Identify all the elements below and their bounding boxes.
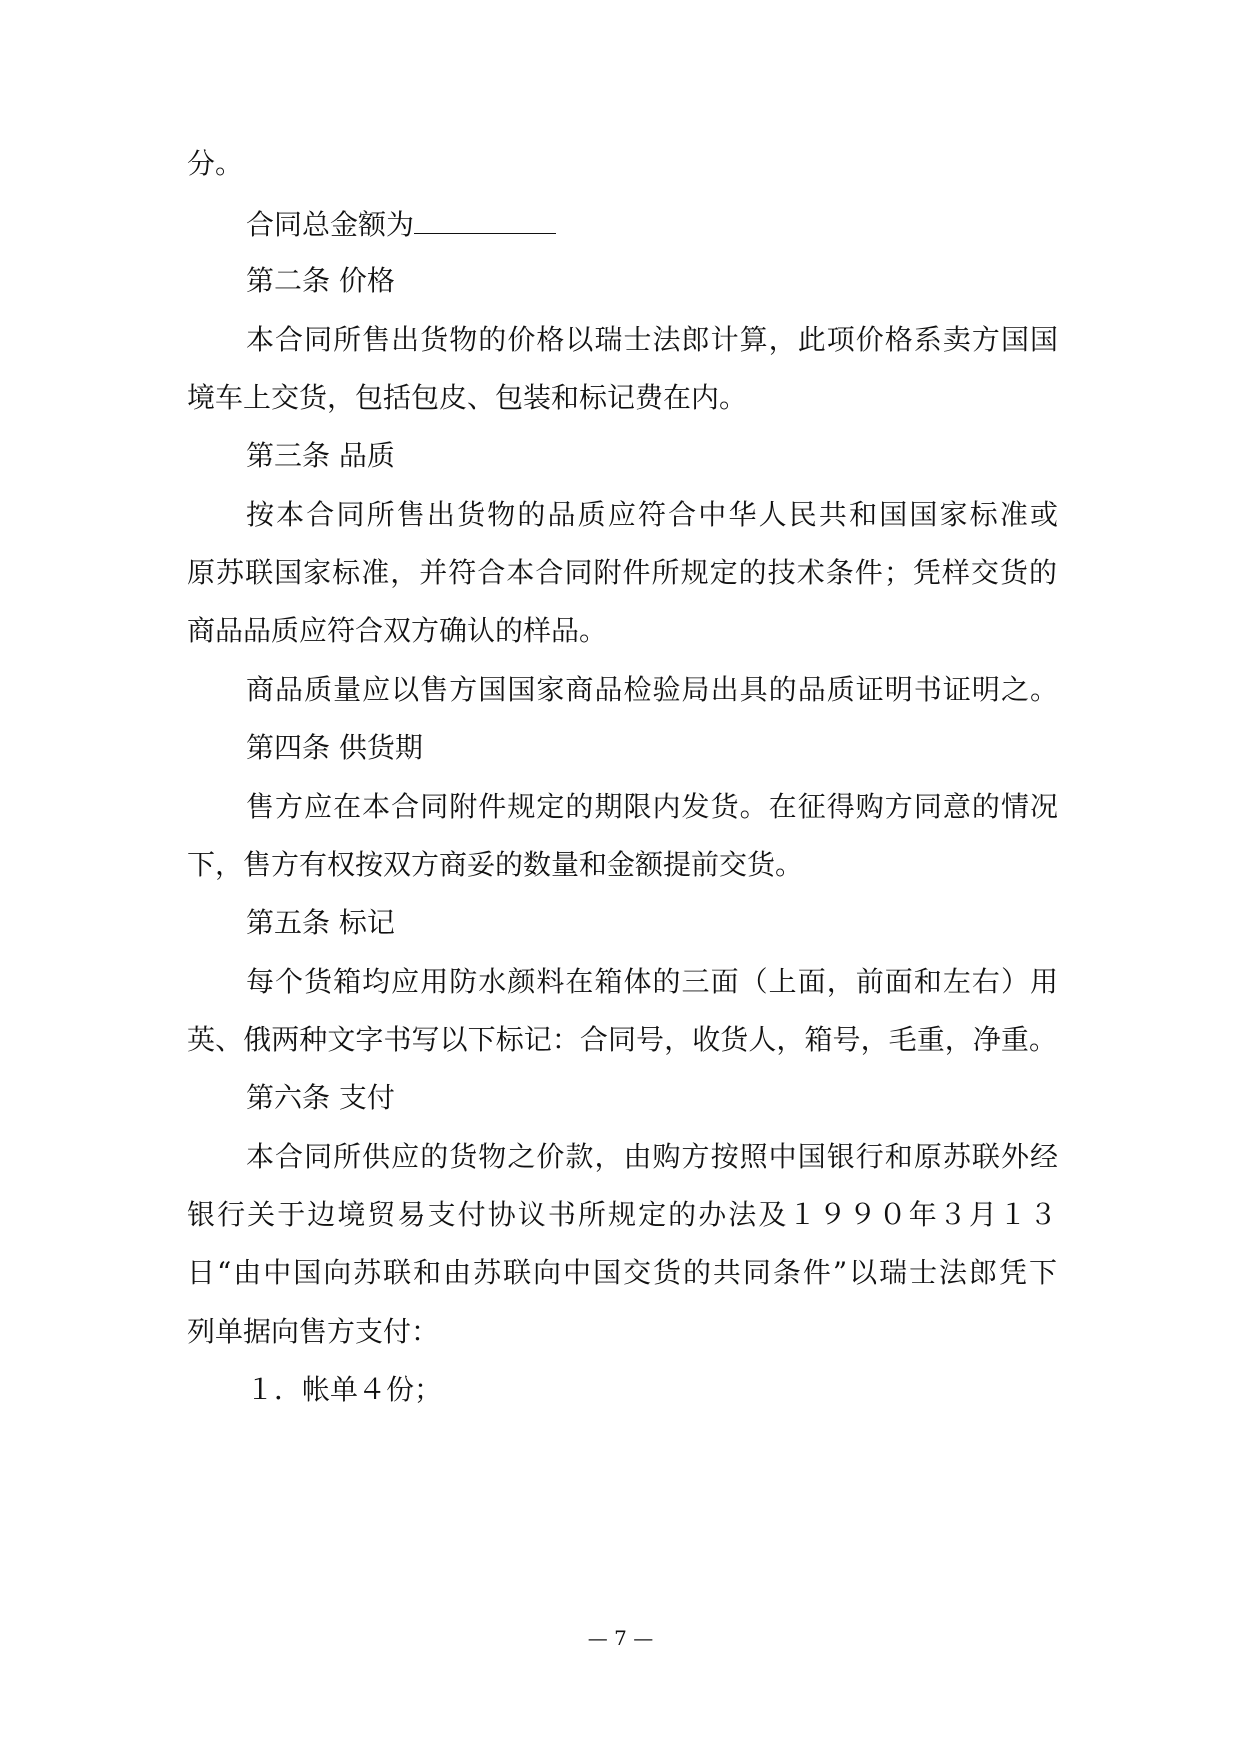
article-heading: 第四条 供货期 xyxy=(246,731,423,764)
article-heading: 第二条 价格 xyxy=(246,264,395,297)
paragraph-line: 英、俄两种文字书写以下标记：合同号，收货人，箱号，毛重，净重。 xyxy=(187,1023,1057,1056)
paragraph-line: 下，售方有权按双方商妥的数量和金额提前交货。 xyxy=(187,848,804,881)
paragraph-line: 日“由中国向苏联和由苏联向中国交货的共同条件”以瑞士法郎凭下 xyxy=(187,1256,1057,1289)
text-line: 分。 xyxy=(187,147,244,180)
page-number: — 7 — xyxy=(587,1626,654,1650)
paragraph-line: 按本合同所售出货物的品质应符合中华人民共和国国家标准或 xyxy=(246,498,1058,531)
total-amount-line xyxy=(246,205,1058,241)
paragraph-line: 本合同所供应的货物之价款，由购方按照中国银行和原苏联外经 xyxy=(246,1140,1058,1173)
paragraph-line: 每个货箱均应用防水颜料在箱体的三面（上面，前面和左右）用 xyxy=(246,965,1058,998)
article-heading: 第六条 支付 xyxy=(246,1081,395,1114)
paragraph-line: 原苏联国家标准，并符合本合同附件所规定的技术条件；凭样交货的 xyxy=(187,556,1057,589)
article-heading: 第三条 品质 xyxy=(246,439,395,472)
paragraph-line: 境车上交货，包括包皮、包装和标记费在内。 xyxy=(187,381,748,414)
paragraph-line: 银行关于边境贸易支付协议书所规定的办法及１９９０年３月１３ xyxy=(187,1198,1057,1231)
article-heading: 第五条 标记 xyxy=(246,906,395,939)
paragraph-line: 商品质量应以售方国国家商品检验局出具的品质证明书证明之。 xyxy=(246,673,1058,706)
total-amount-blank xyxy=(414,205,556,234)
paragraph-line: 售方应在本合同附件规定的期限内发货。在征得购方同意的情况 xyxy=(246,790,1058,823)
paragraph-line: 商品品质应符合双方确认的样品。 xyxy=(187,614,608,647)
paragraph-line: 列单据向售方支付： xyxy=(187,1315,440,1348)
paragraph-line: 本合同所售出货物的价格以瑞士法郎计算，此项价格系卖方国国 xyxy=(246,323,1058,356)
list-item: １．帐单４份； xyxy=(246,1373,443,1406)
total-amount-label: 合同总金额为 xyxy=(246,208,415,241)
